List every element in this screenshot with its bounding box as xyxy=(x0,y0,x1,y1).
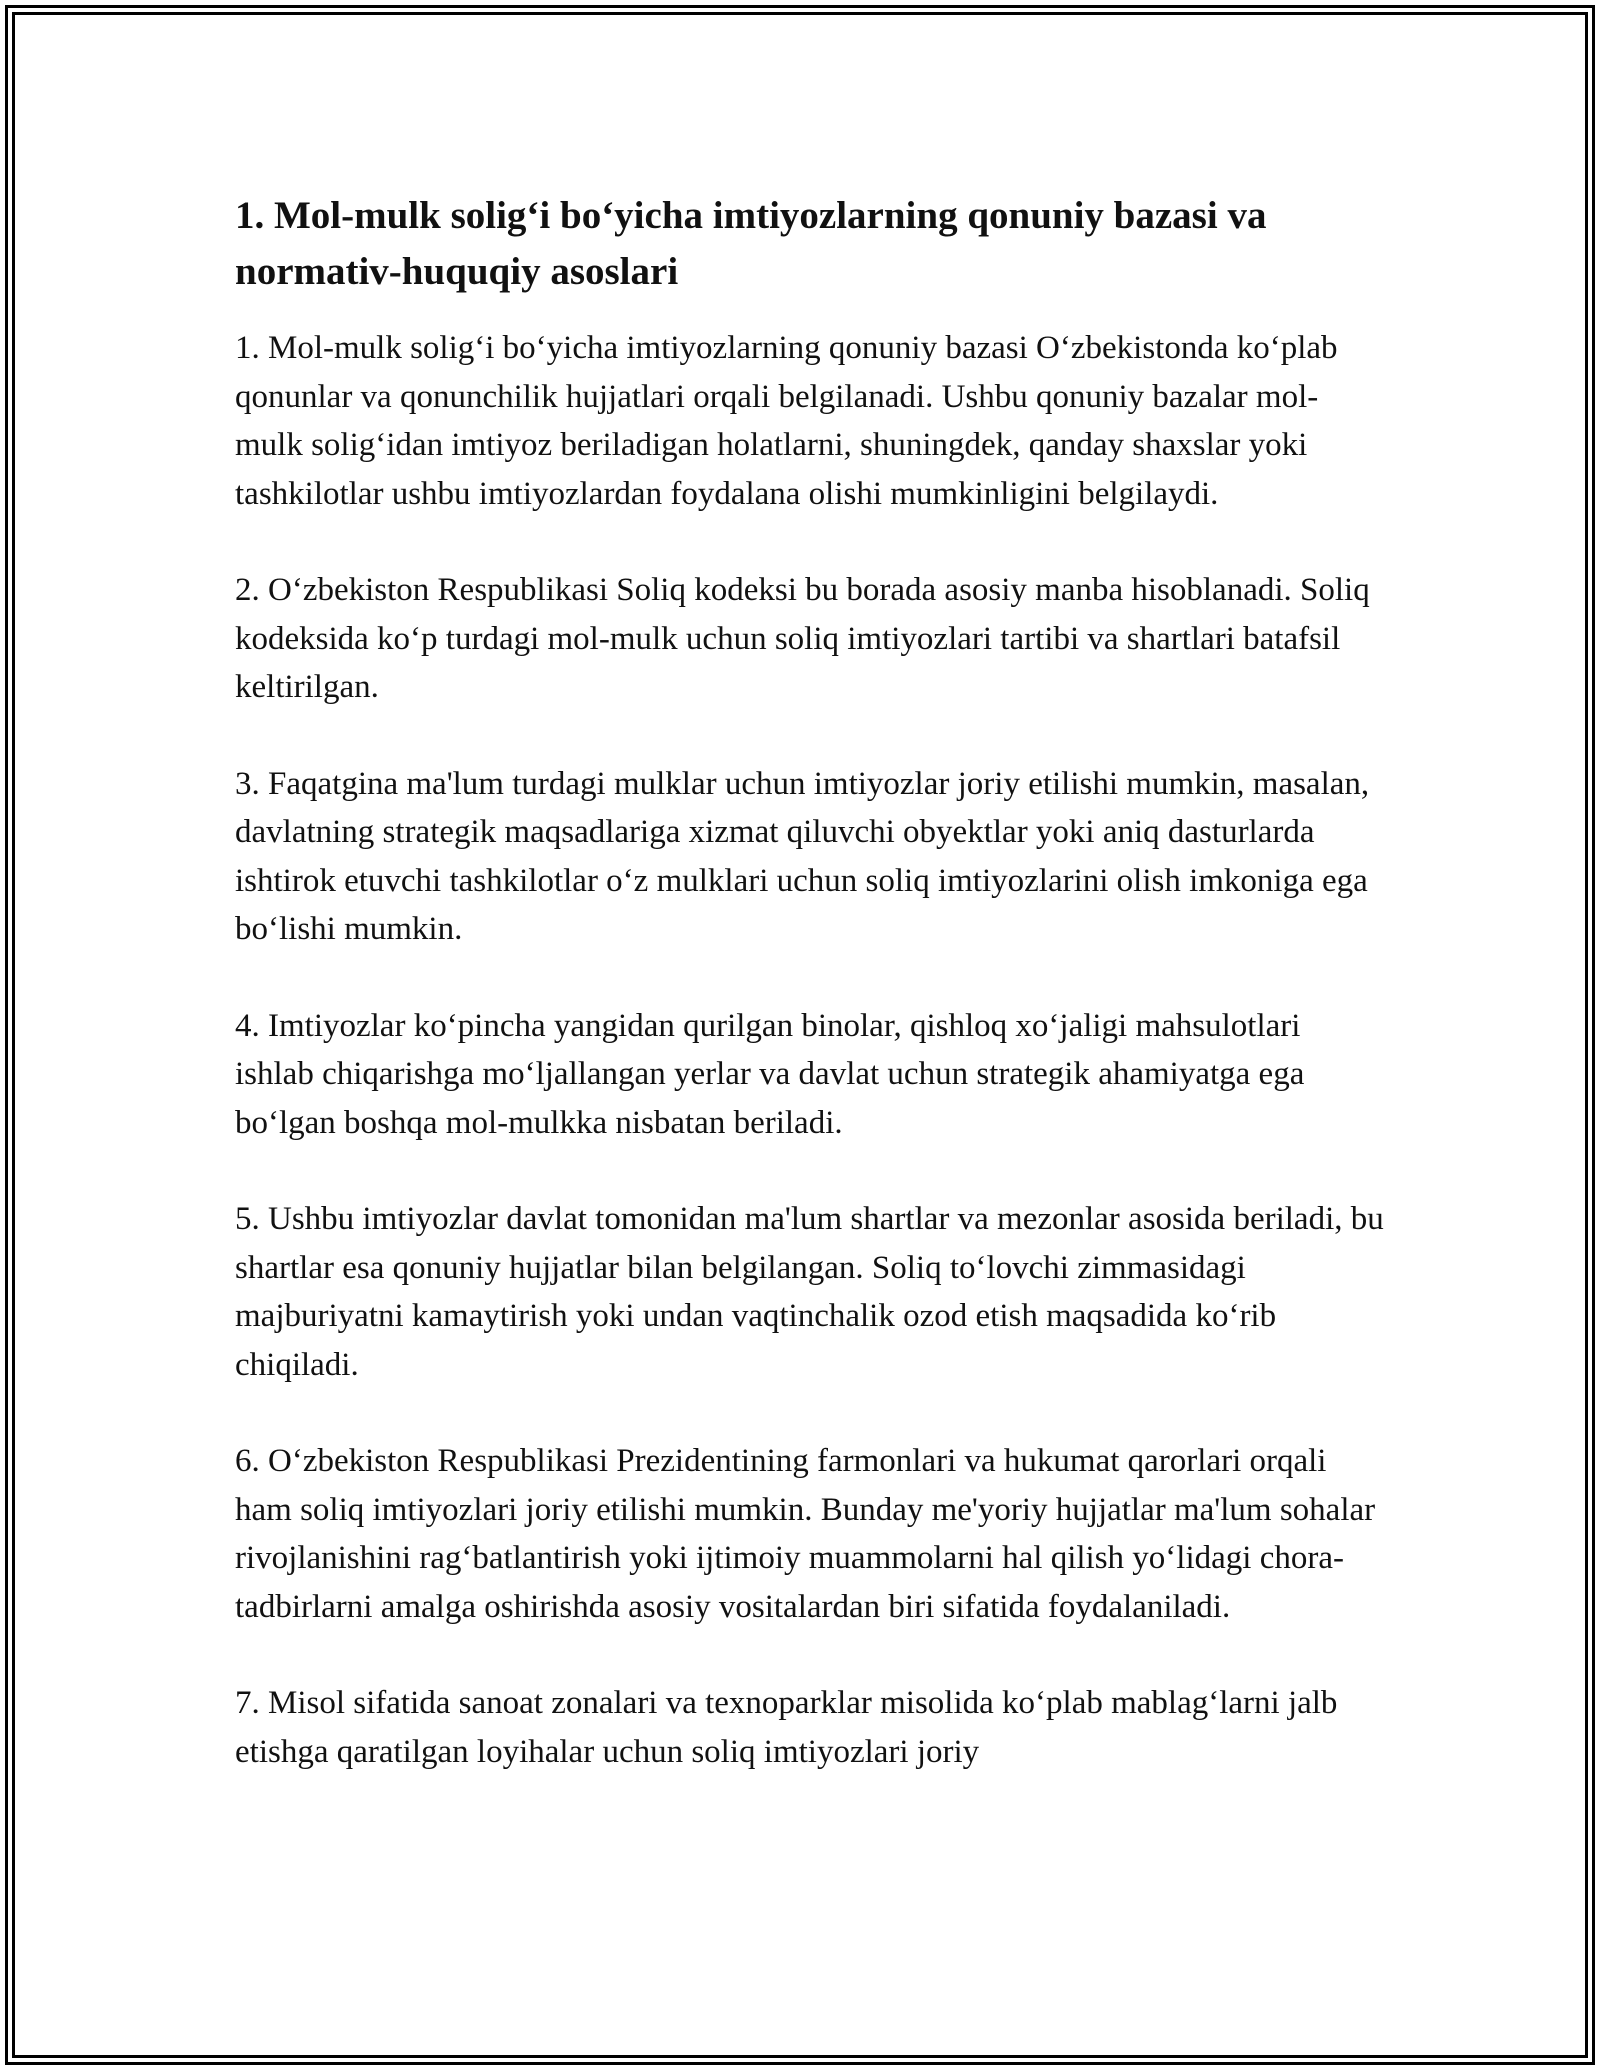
paragraph-7: 7. Misol sifatida sanoat zonalari va texnoparklar misolida ko‘plab mablag‘larni jalb etishga qaratilgan loyihalar uchun soliq imtiyozlari joriy xyxy=(235,1685,1338,1770)
paragraph-6: 6. O‘zbekiston Respublikasi Prezidentining farmonlari va hukumat qarorlari orqali ham soliq imtiyozlari joriy etilishi mumkin. Bunday me'yoriy hujjatlar ma'lum sohalar rivojlanishini rag‘batlantirish yoki ijtimoiy muammolarni hal qilish yo‘lidagi chora-tadbirlarni amalga oshirishda asosiy vositalardan biri sifatida foydalaniladi. xyxy=(235,1443,1376,1625)
paragraph-5: 5. Ushbu imtiyozlar davlat tomonidan ma'lum shartlar va mezonlar asosida beriladi, bu shartlar esa qonuniy hujjatlar bilan belgilangan. Soliq to‘lovchi zimmasidagi majburiyatni kamaytirish yoki undan vaqtinchalik ozod etish maqsadida ko‘rib chiqiladi. xyxy=(235,1201,1384,1383)
paragraph-4: 4. Imtiyozlar ko‘pincha yangidan qurilgan binolar, qishloq xo‘jaligi mahsulotlari ishlab chiqarishga mo‘ljallangan yerlar va davlat uchun strategik ahamiyatga ega bo‘lgan boshqa mol-mulkka nisbatan beriladi. xyxy=(235,1007,1305,1141)
document-body xyxy=(235,188,1385,1776)
page-title: 1. Mol-mulk solig‘i bo‘yicha imtiyozlarning qonuniy bazasi va normativ-huquqiy asoslari xyxy=(235,194,1267,293)
paragraph-3: 3. Faqatgina ma'lum turdagi mulklar uchun imtiyozlar joriy etilishi mumkin, masalan, davlatning strategik maqsadlariga xizmat qiluvchi obyektlar yoki aniq dasturlarda ishtirok etuvchi tashkilotlar o‘z mulklari uchun soliq imtiyozlarini olish imkoniga ega bo‘lishi mumkin. xyxy=(235,765,1370,947)
paragraph-2: 2. O‘zbekiston Respublikasi Soliq kodeksi bu borada asosiy manba hisoblanadi. Soliq kodeksida ko‘p turdagi mol-mulk uchun soliq imtiyozlari tartibi va shartlari batafsil keltirilgan. xyxy=(235,572,1370,705)
paragraph-1: 1. Mol-mulk solig‘i bo‘yicha imtiyozlarning qonuniy bazasi O‘zbekistonda ko‘plab qonunlar va qonunchilik hujjatlari orqali belgilanadi. Ushbu qonuniy bazalar mol-mulk solig‘idan imtiyoz beriladigan holatlarni, shuningdek, qanday shaxslar yoki tashkilotlar ushbu imtiyozlardan foydalana olishi mumkinligini belgilaydi. xyxy=(235,330,1338,512)
